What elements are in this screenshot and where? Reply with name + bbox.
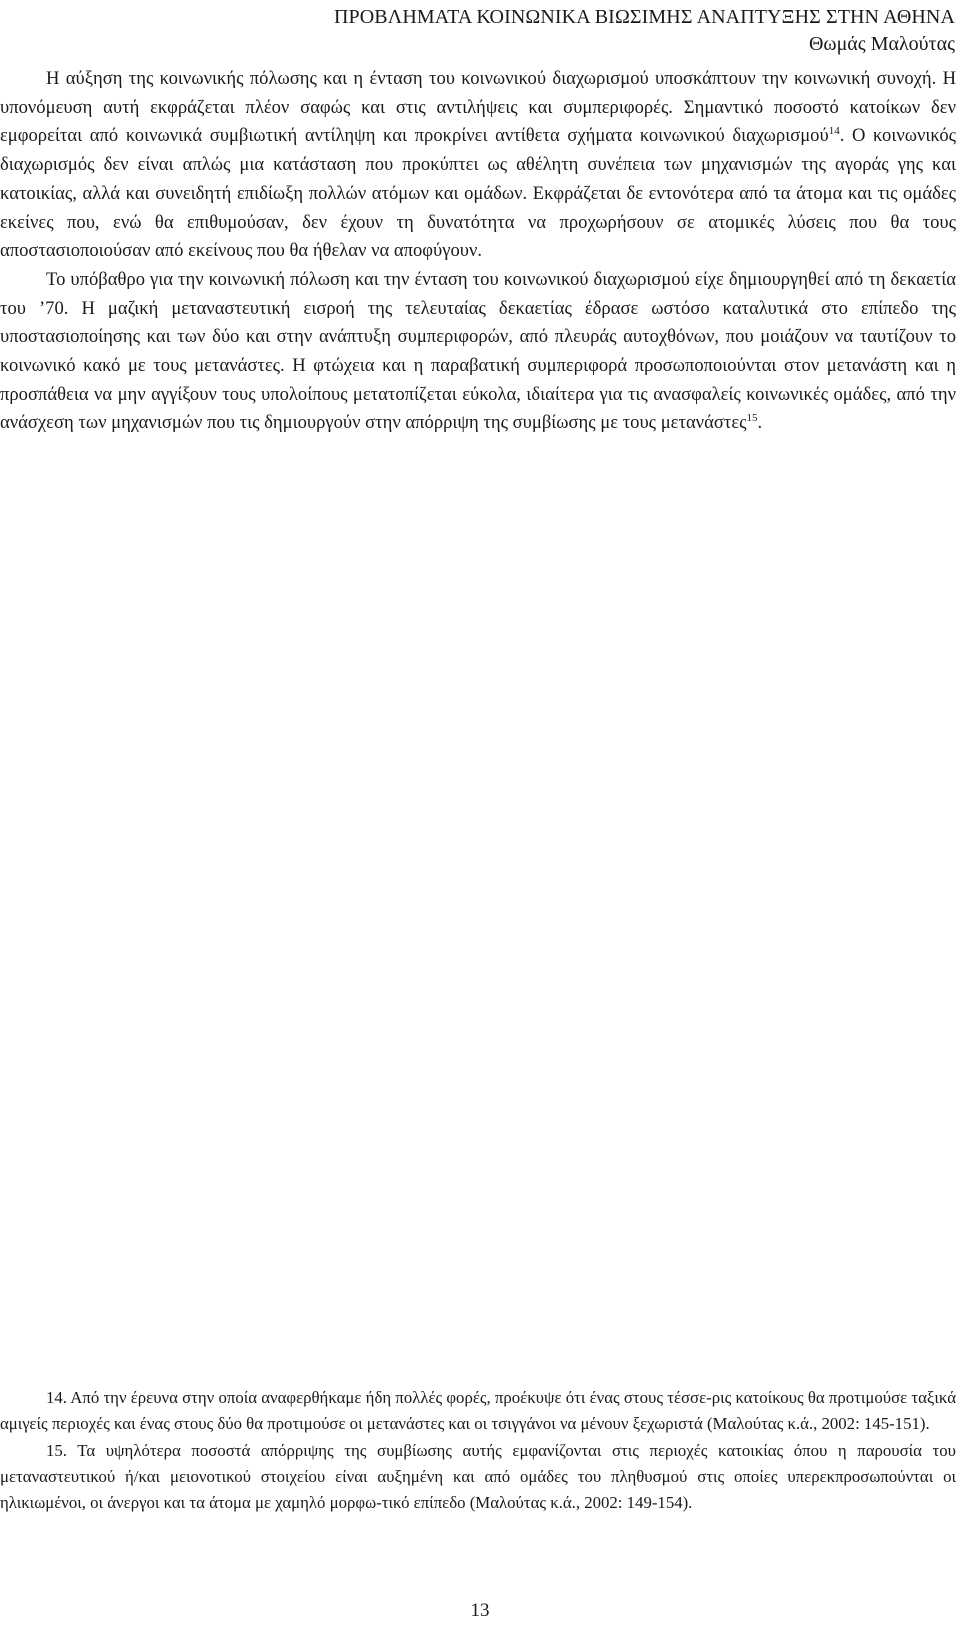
header-title: ΠΡΟΒΛΗΜΑΤΑ ΚΟΙΝΩΝΙΚΑ ΒΙΩΣΙΜΗΣ ΑΝΑΠΤΥΞΗΣ ΣΤΗΝ ΑΘΗΝΑ xyxy=(334,6,955,28)
footnote-reference-15[interactable]: 15 xyxy=(746,412,758,425)
footnote-14: 14. Από την έρευνα στην οποία αναφερθήκαμε ήδη πολλές φορές, προέκυψε ότι ένας στους τέσσε-ρις κατοίκους θα προτιμούσε ταξικά αμιγείς περιοχές και ένας στους δύο θα προτιμούσε οι μετανάστες και οι τσιγγάνοι να μένουν ξεχωριστά (Μαλούτας κ.ά., 2002: 145-151). xyxy=(0,1388,956,1434)
paragraph-1-text-a: Η αύξηση της κοινωνικής πόλωσης και η ένταση του κοινωνικού διαχωρισμού υποσκάπτουν την κοινωνική συνοχή. Η υπονόμευση αυτή εκφράζεται πλέον σαφώς και στις αντιλήψεις και συμπεριφορές. Σημαντικό ποσοστό κατοίκων δεν εμφορείται από κοινωνικά συμβιωτική αντίληψη και προκρίνει αντίθετα σχήματα κοινωνικού διαχωρισμού xyxy=(0,68,956,147)
paragraph-2 xyxy=(0,266,956,438)
paragraph-1-text-b: . Ο κοινωνικός διαχωρισμός δεν είναι απλώς μια κατάσταση που προκύπτει ως αθέλητη συνέπεια των μηχανισμών της αγοράς γης και κατοικίας, αλλά και συνειδητή επιδίωξη πολλών ατόμων και ομάδων. Εκφράζεται δε εντονότερα από τα άτομα και τις ομάδες εκείνες που, ενώ θα επιθυμούσαν, δεν έχουν τη δυνατότητα να προχωρήσουν σε ατομικές λύσεις που θα τους αποστασιοποιούσαν από εκείνους που θα ήθελαν να αποφύγουν. xyxy=(0,125,956,262)
paragraph-1 xyxy=(0,65,956,266)
paragraph-2-text-a: Το υπόβαθρο για την κοινωνική πόλωση και την ένταση του κοινωνικού διαχωρισμού είχε δημιουργηθεί από τη δεκαετία του ’70. Η μαζική μεταναστευτική εισροή της τελευταίας δεκαετίας έδρασε ωστόσο καταλυτικά στο επίπεδο της υποστασιοποίησης και των δύο και στην ανάπτυξη συμπεριφορών, από πλευράς αυτοχθόνων, που μοιάζουν να ταυτίζουν το κοινωνικό κακό με τους μετανάστες. Η φτώχεια και η παραβατική συμπεριφορά προσωποποιούνται στον μετανάστη και η προσπάθεια να μην αγγίξουν τους υπολοίπους μετατοπίζεται εύκολα, ιδιαίτερα για τις ανασφαλείς κοινωνικές ομάδες, από την ανάσχεση των μηχανισμών που τις δημιουργούν στην απόρριψη της συμβίωσης με τους μετανάστες xyxy=(0,268,956,434)
page-number: 13 xyxy=(470,1600,490,1621)
body-text xyxy=(0,65,956,438)
header-author: Θωμάς Μαλούτας xyxy=(808,33,955,55)
footnotes xyxy=(0,1385,956,1516)
footnote-15: 15. Τα υψηλότερα ποσοστά απόρριψης της συμβίωσης αυτής εμφανίζονται στις περιοχές κατοικίας όπου η παρουσία του μεταναστευτικού ή/και μειονοτικού στοιχείου είναι αυξημένη και από ομάδες του πληθυσμού στις οποίες υπερεκπροσωπούνται οι ηλικιωμένοι, οι άνεργοι και τα άτομα με χαμηλό μορφω-τικό επίπεδο (Μαλούτας κ.ά., 2002: 149-154). xyxy=(0,1440,956,1513)
footnote-reference-14[interactable]: 14 xyxy=(828,125,840,138)
paragraph-2-text-b: . xyxy=(757,412,763,434)
